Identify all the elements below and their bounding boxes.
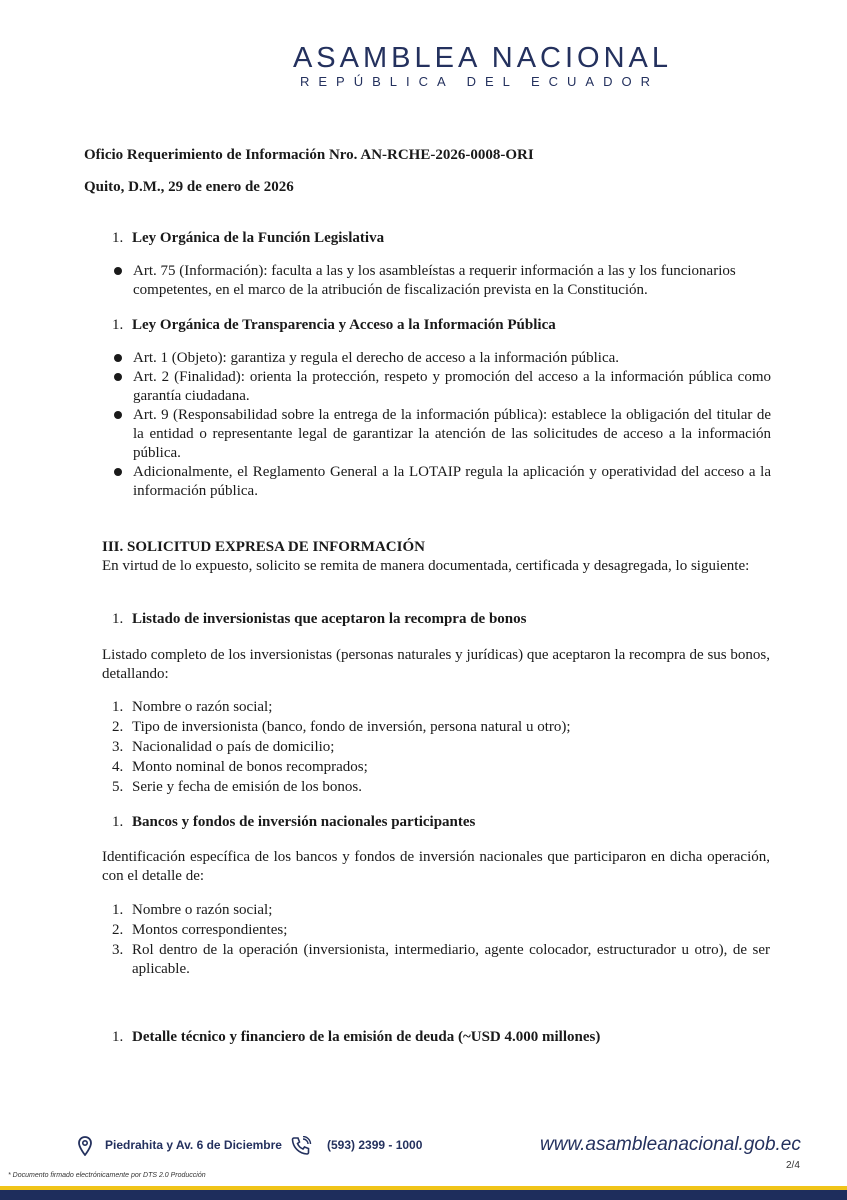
law1-title: Ley Orgánica de la Función Legislativa [132,230,385,246]
law2-number: 1. [112,317,124,333]
header-subtitle: REPÚBLICA DEL ECUADOR [299,74,659,89]
law2-bullet2: Art. 2 (Finalidad): orienta la protección, respeto y promoción del acceso a la información pública como garantía ciudadana. [133,369,771,404]
page-number: 2/4 [786,1160,800,1171]
item2-list-number: 1. [112,902,124,918]
item1-list-number: 3. [112,739,124,755]
item1-list-number: 2. [112,719,124,735]
law2-title: Ley Orgánica de Transparencia y Acceso a la Información Pública [132,317,556,333]
footer-brand-strip [0,1190,847,1200]
document-date: Quito, D.M., 29 de enero de 2026 [84,179,294,195]
location-pin-icon [78,1136,92,1161]
law2-bullet3: Art. 9 (Responsabilidad sobre la entrega de la información pública): establece la obligación del titular de la entidad o representante legal de garantizar la atención de las solicitudes de acceso a la información pública. [133,407,771,461]
law2-bullet1: Art. 1 (Objeto): garantiza y regula el derecho de acceso a la información pública. [133,350,620,366]
phone-icon [290,1136,312,1161]
item1-number: 1. [112,611,124,627]
item2-list-number: 2. [112,922,124,938]
section-intro: En virtud de lo expuesto, solicito se remita de manera documentada, certificada y desagregada, lo siguiente: [102,558,750,574]
signature-note: * Documento firmado electrónicamente por DTS 2.0 Producción [8,1172,206,1179]
item1-title: Listado de inversionistas que aceptaron la recompra de bonos [132,611,527,627]
item1-list-text: Monto nominal de bonos recomprados; [132,759,368,775]
bullet-icon [114,411,122,419]
item1-list-text: Nacionalidad o país de domicilio; [132,739,335,755]
header-title: ASAMBLEA NACIONAL [292,42,673,74]
bullet-icon [114,468,122,476]
item1-list-number: 1. [112,699,124,715]
footer-address: Piedrahita y Av. 6 de Diciembre [105,1138,282,1152]
item1-list-text: Nombre o razón social; [132,699,273,715]
footer-phone: (593) 2399 - 1000 [327,1138,423,1152]
item2-list-text: Montos correspondientes; [132,922,288,938]
footer-website[interactable]: www.asambleanacional.gob.ec [540,1134,801,1155]
law1-bullet1-line2: competentes, en el marco de la atribución de fiscalización prevista en la Constitución. [133,282,648,298]
item2-list-number: 3. [112,942,124,958]
item2-list-text: Rol dentro de la operación (inversionista, intermediario, agente colocador, estructurador u otro), de ser aplicable. [132,942,770,977]
item3-number: 1. [112,1029,124,1045]
item1-list-text: Tipo de inversionista (banco, fondo de inversión, persona natural u otro); [132,719,571,735]
bullet-icon [114,267,122,275]
item2-description: Identificación específica de los bancos y fondos de inversión nacionales que participaron en dicha operación, con el detalle de: [102,849,770,884]
bullet-icon [114,354,122,362]
item1-list-number: 4. [112,759,124,775]
oficio-number: Oficio Requerimiento de Información Nro. AN-RCHE-2026-0008-ORI [84,147,534,163]
item1-list-text: Serie y fecha de emisión de los bonos. [132,779,362,795]
bullet-icon [114,373,122,381]
item1-description: Listado completo de los inversionistas (personas naturales y jurídicas) que aceptaron la recompra de sus bonos, detallando: [102,647,770,682]
item2-number: 1. [112,814,124,830]
item2-title: Bancos y fondos de inversión nacionales participantes [132,814,476,830]
law1-number: 1. [112,230,124,246]
section-title: III. SOLICITUD EXPRESA DE INFORMACIÓN [102,539,425,555]
item2-list-text: Nombre o razón social; [132,902,273,918]
law1-bullet1-line1: Art. 75 (Información): faculta a las y los asambleístas a requerir información a las y los funcionarios [133,263,736,279]
item1-list-number: 5. [112,779,124,795]
law2-bullet4: Adicionalmente, el Reglamento General a la LOTAIP regula la aplicación y operatividad del acceso a la información pública. [133,464,771,499]
item3-title: Detalle técnico y financiero de la emisión de deuda (~USD 4.000 millones) [132,1029,601,1045]
